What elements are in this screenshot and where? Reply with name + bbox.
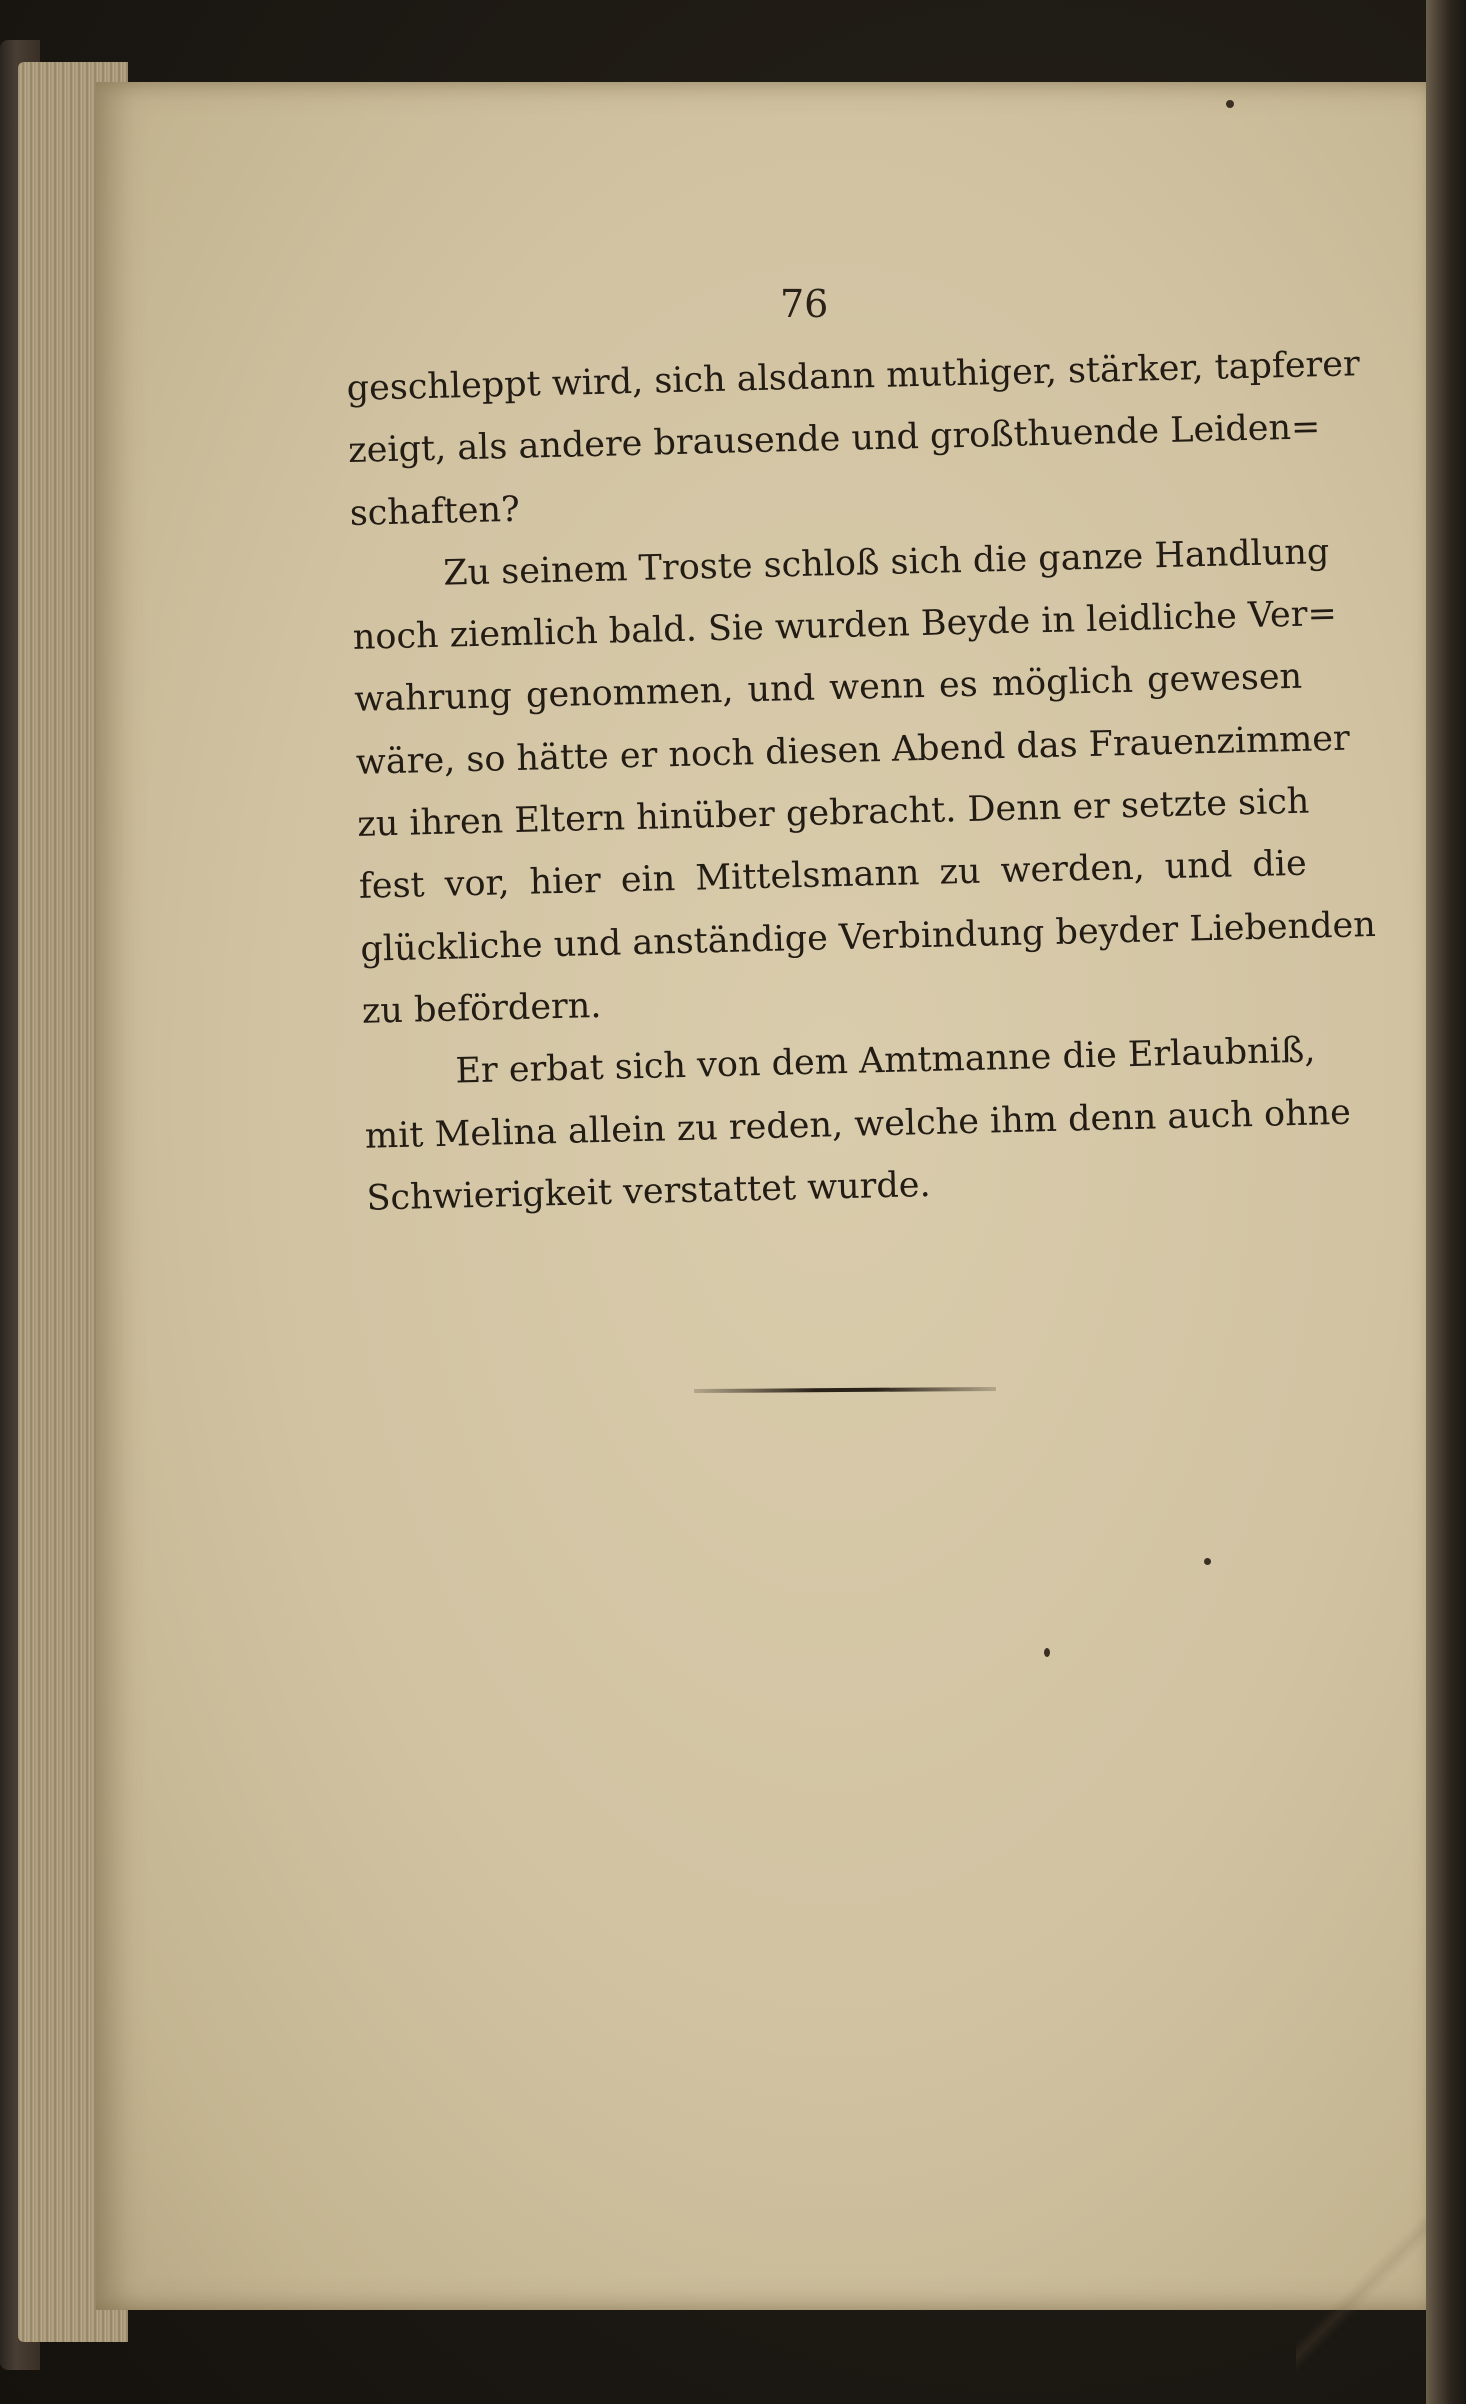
ink-speck [1044, 1648, 1050, 1657]
page-fold-mark [1296, 2202, 1426, 2382]
text-line: schaften? [349, 489, 521, 534]
text-line: zeigt, als andere brausende und großthuende Leiden= [347, 407, 1321, 472]
text-line: Er erbat sich von dem Amtmanne die Erlaubniß, [454, 1030, 1316, 1092]
text-line: mit Melina allein zu reden, welche ihm denn auch ohne [364, 1092, 1352, 1157]
text-line: wahrung genommen, und wenn es möglich gewesen [353, 657, 1303, 721]
text-line: fest vor, hier ein Mittelsmann zu werden, und die [358, 844, 1308, 908]
text-line: Schwierigkeit verstattet wurde. [366, 1164, 932, 1219]
text-line: zu befördern. [361, 985, 602, 1032]
text-line: Zu seinem Troste schloß sich die ganze Handlung [442, 531, 1330, 594]
ink-speck [1226, 100, 1234, 108]
book-gutter [1426, 0, 1466, 2404]
text-line: geschleppt wird, sich alsdann muthiger, stärker, tapferer [346, 344, 1361, 409]
page-number: 76 [780, 282, 829, 326]
body-text [346, 335, 1377, 1230]
text-line: zu ihren Eltern hinüber gebracht. Denn er setzte sich [356, 781, 1310, 845]
text-line: wäre, so hätte er noch diesen Abend das Frauenzimmer [355, 718, 1351, 783]
ink-speck [1204, 1558, 1211, 1565]
text-line: glückliche und anständige Verbindung beyder Liebenden [359, 904, 1377, 970]
text-line: noch ziemlich bald. Sie wurden Beyde in leidliche Ver= [352, 594, 1338, 659]
